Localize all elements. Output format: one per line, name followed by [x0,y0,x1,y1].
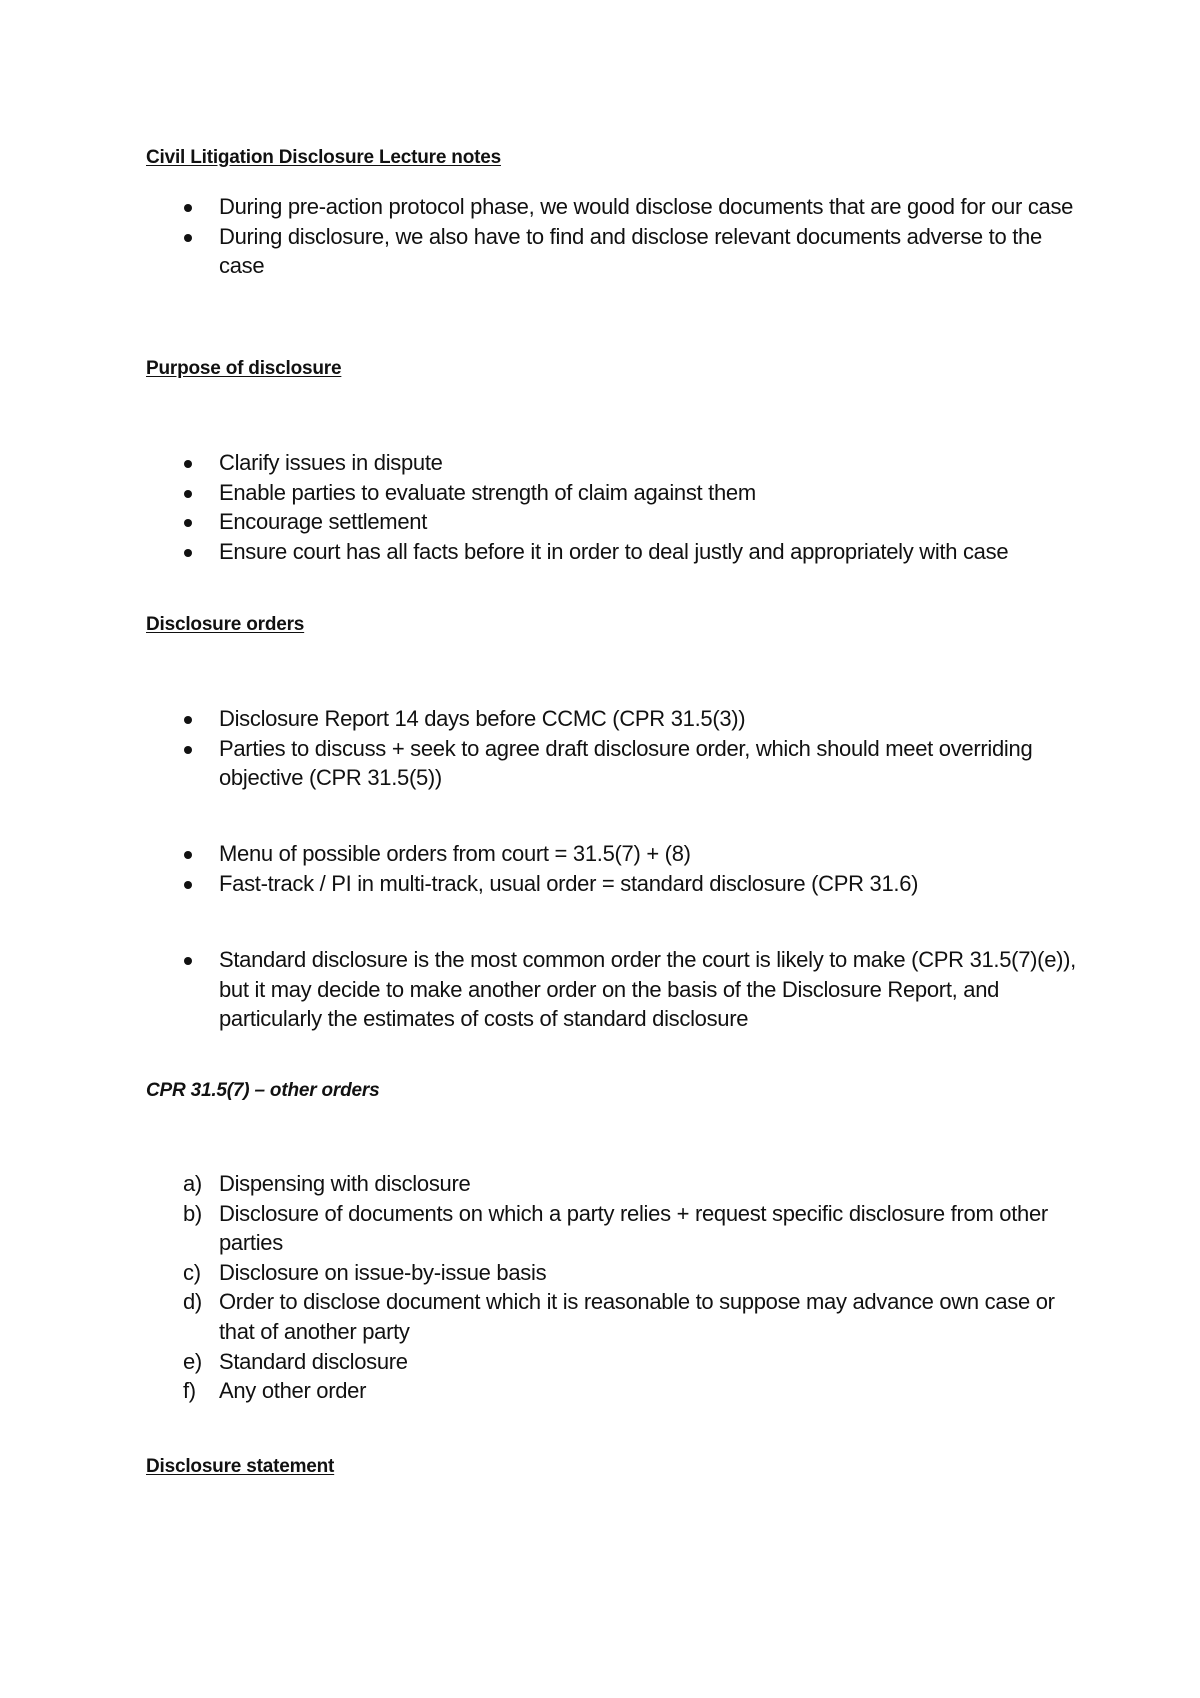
section-heading-other-orders: CPR 31.5(7) – other orders [146,1080,380,1101]
bullet-icon [184,881,192,889]
bullet-icon [184,851,192,859]
list-item: During pre-action protocol phase, we would disclose documents that are good for our case [0,192,1089,222]
bullet-icon [184,549,192,557]
other-orders-list [0,1169,1100,1406]
list-item: Fast-track / PI in multi-track, usual order = standard disclosure (CPR 31.6) [0,869,1089,899]
bullet-icon [184,460,192,468]
list-item: Parties to discuss + seek to agree draft disclosure order, which should meet overriding objective (CPR 31.5(5)) [0,734,1089,793]
section-heading-statement: Disclosure statement [146,1456,335,1477]
orders-list-2 [0,839,1100,898]
list-item: During disclosure, we also have to find and disclose relevant documents adverse to the case [0,222,1089,281]
list-item: e) Standard disclosure [183,1348,408,1374]
bullet-icon [184,519,192,527]
section-heading-orders: Disclosure orders [146,614,305,635]
bullet-icon [184,746,192,754]
bullet-icon [184,490,192,498]
bullet-icon [184,234,192,242]
bullet-icon [184,716,192,724]
section-heading-purpose: Purpose of disclosure [146,358,342,379]
list-item: Enable parties to evaluate strength of claim against them [0,478,1089,508]
purpose-list [0,448,1100,566]
list-item: a) Dispensing with disclosure [183,1171,471,1196]
list-item: Menu of possible orders from court = 31.5(7) + (8) [0,839,1089,869]
list-item: Standard disclosure is the most common order the court is likely to make (CPR 31.5(7)(e)), but it may decide to make another order on the basis of the Disclosure Report, and particularly the estimates of costs of standard disclosure [0,945,1089,1034]
document-title: Civil Litigation Disclosure Lecture notes [146,147,501,168]
list-item: b) Disclosure of documents on which a party relies + request specific disclosure from other parties [183,1200,1048,1256]
list-item: Encourage settlement [0,507,1089,537]
intro-list [0,192,1100,281]
list-item: d) Order to disclose document which it is reasonable to suppose may advance own case or that of another party [183,1289,1055,1344]
list-item: c) Disclosure on issue-by-issue basis [183,1259,547,1285]
list-item: Clarify issues in dispute [0,448,1089,478]
bullet-icon [184,957,192,965]
orders-list-1 [0,704,1100,793]
list-item: f) Any other order [183,1378,367,1404]
list-item: Ensure court has all facts before it in order to deal justly and appropriately with case [0,537,1089,567]
list-item: Disclosure Report 14 days before CCMC (CPR 31.5(3)) [0,704,1089,734]
orders-list-3 [0,945,1100,1034]
bullet-icon [184,204,192,212]
